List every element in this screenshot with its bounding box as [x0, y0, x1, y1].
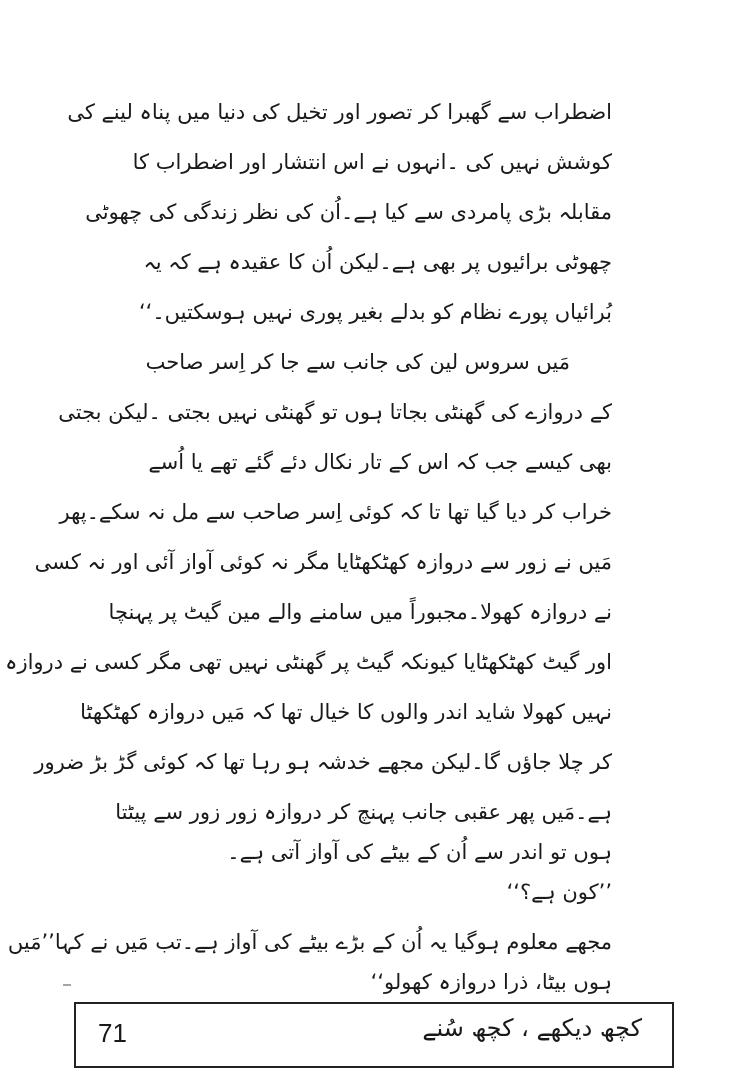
- text-line-8: بھی کیسے جب کہ اس کے تار نکال دئے گئے تھے یا اُسے: [148, 450, 612, 474]
- text-line-19: ہوں بیٹا، ذرا دروازہ کھولو‘‘: [370, 970, 612, 994]
- page-number: 71: [98, 1018, 127, 1048]
- text-line-13: نہیں کھولا شاید اندر والوں کا خیال تھا کہ مَیں دروازہ کھٹکھٹا: [80, 700, 612, 724]
- text-line-1: اضطراب سے گھبرا کر تصور اور تخیل کی دنیا میں پناہ لینے کی: [67, 100, 612, 124]
- text-line-3: مقابلہ بڑی پامردی سے کیا ہے۔اُن کی نظر زندگی کی چھوٹی: [85, 200, 612, 224]
- text-line-10: مَیں نے زور سے دروازہ کھٹکھٹایا مگر نہ کوئی آواز آئی اور نہ کسی: [34, 550, 612, 574]
- text-line-4: چھوٹی برائیوں پر بھی ہے۔لیکن اُن کا عقیدہ ہے کہ یہ: [143, 250, 612, 274]
- scan-mark: [63, 984, 71, 986]
- text-line-14: کر چلا جاؤں گا۔لیکن مجھے خدشہ ہو رہا تھا کہ کوئی گڑ بڑ ضرور: [34, 750, 612, 774]
- text-line-9: خراب کر دیا گیا تھا تا کہ کوئی اِسر صاحب سے مل نہ سکے۔پھر: [59, 500, 612, 524]
- text-line-7: کے دروازے کی گھنٹی بجاتا ہوں تو گھنٹی نہیں بجتی ۔لیکن بجتی: [58, 400, 612, 424]
- text-line-12: اور گیٹ کھٹکھٹایا کیونکہ گیٹ پر گھنٹی نہیں تھی مگر کسی نے دروازہ: [5, 650, 612, 674]
- text-line-15: ہے۔مَیں پھر عقبی جانب پہنچ کر دروازہ زور زور سے پیٹتا: [115, 800, 612, 824]
- text-line-17: ’’کون ہے؟‘‘: [506, 880, 612, 904]
- text-line-18: مجھے معلوم ہوگیا یہ اُن کے بڑے بیٹے کی آواز ہے۔تب مَیں نے کہا’’مَیں: [7, 930, 612, 954]
- book-title: کچھ دیکھے ، کچھ سُنے: [422, 1014, 642, 1042]
- text-line-6: مَیں سروس لین کی جانب سے جا کر اِسر صاحب: [145, 350, 570, 374]
- page-footer: [74, 1002, 674, 1068]
- text-line-2: کوشش نہیں کی ۔انہوں نے اس انتشار اور اضطراب کا: [132, 150, 612, 174]
- text-line-11: نے دروازہ کھولا۔مجبوراً میں سامنے والے مین گیٹ پر پہنچا: [108, 600, 612, 624]
- text-line-16: ہوں تو اندر سے اُن کے بیٹے کی آواز آتی ہے۔: [227, 840, 612, 864]
- text-line-5: بُرائیاں پورے نظام کو بدلے بغیر پوری نہیں ہوسکتیں۔‘‘: [138, 300, 612, 324]
